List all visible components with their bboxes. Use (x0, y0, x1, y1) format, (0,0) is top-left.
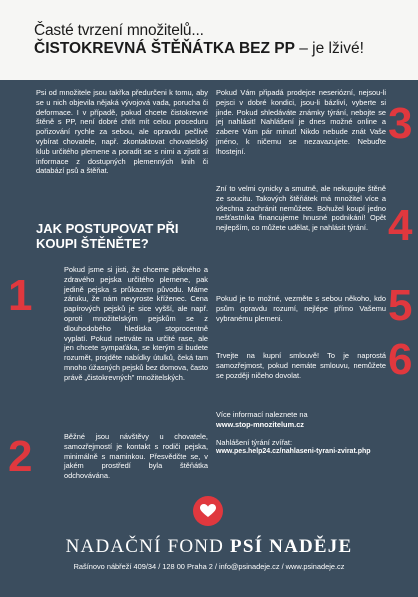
left-column (36, 88, 208, 176)
title-highlight: ČISTOKREVNÁ ŠTĚŇÁTKA BEZ PP (34, 40, 295, 57)
report-label: Nahlášení týrání zvířat: (216, 437, 292, 447)
step-number-4: 4 (388, 201, 413, 250)
section-heading: JAK POSTUPOVAT PŘI KOUPI ŠTĚNĚTE? (36, 221, 179, 251)
step-number-5: 5 (388, 281, 413, 330)
step-text-1: Pokud jsme si jisti, že chceme pěkného a zdravého pejska určitého plemene, pak jedině pejska s průkazem původu. Máme záruku, že nám nevyroste kříženec. Cena papírových pejsků je sice vyšší, ale např. oproti množitelským pejskům se z dlouhodobého hlediska stoprocentně vyplatí. Pokud netrváte na určité rase, ale jen chcete sympaťáka, se kterým si budete rozumět, projděte nabídky útulků, čeká tam mnoho úžasných pejsků bez domova, často právě „čistokrevných" množitelských. (64, 265, 208, 382)
title-line-1: Časté tvrzení množitelů... (34, 22, 204, 39)
more-info (216, 410, 416, 457)
page-title (34, 22, 404, 58)
step-number-6: 6 (388, 335, 413, 384)
title-line-2 (34, 40, 404, 58)
content-panel (0, 80, 418, 510)
foundation-name-bold: PSÍ NADĚJE (230, 536, 353, 557)
heart-logo (193, 496, 223, 526)
intro-paragraph: Psi od množitele jsou takřka předurčeni k tomu, aby se u nich objevila nějaká vývojová vada, porucha či deformace. I v případě, pokud chcete čistokrevné štěně s PP, není dobré chtít mít celou proceduru pořizování rychle za sebou, ale opravdu pečlivě vybírat chovatele, např. zkontaktovat chovatelský klub určitého plemene a poradit se s nimi a zjistit si informace z dostupných plemenných knih či databází psů a štěňat. (36, 88, 208, 176)
step-text-3: Pokud Vám připadá prodejce neseriózní, nejsou-li pejsci v dobré kondici, jsou-li bázliví, vyberte si jinde. Pokud shledáváte známky týrání, nebojte se jej nahlásit! Nahlášení je dnes možné online a zabere Vám pár minut! Nikdo nebude znát Vaše jméno, k ničemu se nezavazujete. Nebuďte lhostejní. (216, 88, 386, 156)
heart-icon (200, 504, 216, 518)
title-suffix: – je lživé! (294, 40, 364, 57)
footer (0, 510, 418, 597)
step-text-2: Běžné jsou návštěvy u chovatele, samozřejmostí je kontakt s rodiči pejska, minimálně s maminkou. Přesvědčte se, v jakém prostředí byla štěňátka odchovávána. (64, 432, 208, 481)
step-number-1: 1 (8, 271, 33, 320)
step-text-6: Trvejte na kupní smlouvě! To je naprostá samozřejmost, pokud nemáte smlouvu, nemůžete se později ničeho dovolat. (216, 351, 386, 380)
foundation-name-regular: NADAČNÍ FOND (65, 536, 231, 557)
step-text-4: Zní to velmi cynicky a smutně, ale nekupujte štěně ze soucitu. Takových štěňátek má množitel více a všechna zachránit nemůžete. Bohužel koupí jedno nešťastníka financujeme hnusné podnikání! Opět nejlepším, co můžete udělat, je nahlásit týrání. (216, 184, 386, 233)
step-number-2: 2 (8, 432, 33, 481)
step-number-3: 3 (388, 99, 413, 148)
step-text-5: Pokud je to možné, vezměte s sebou někoho, kdo psům opravdu rozumí, nejlépe přímo Vašemu vybranému plemeni. (216, 294, 386, 323)
more-info-label: Více informací naleznete na (216, 410, 308, 419)
more-info-link[interactable]: www.stop-mnozitelum.cz (216, 419, 305, 429)
foundation-name (0, 536, 418, 558)
contact-info: Rašínovo nábřeží 409/34 / 128 00 Praha 2 / info@psinadeje.cz / www.psinadeje.cz (73, 562, 345, 571)
report-link[interactable]: www.pes.help24.cz/nahlaseni-tyrani-zvirat.php (216, 448, 371, 456)
